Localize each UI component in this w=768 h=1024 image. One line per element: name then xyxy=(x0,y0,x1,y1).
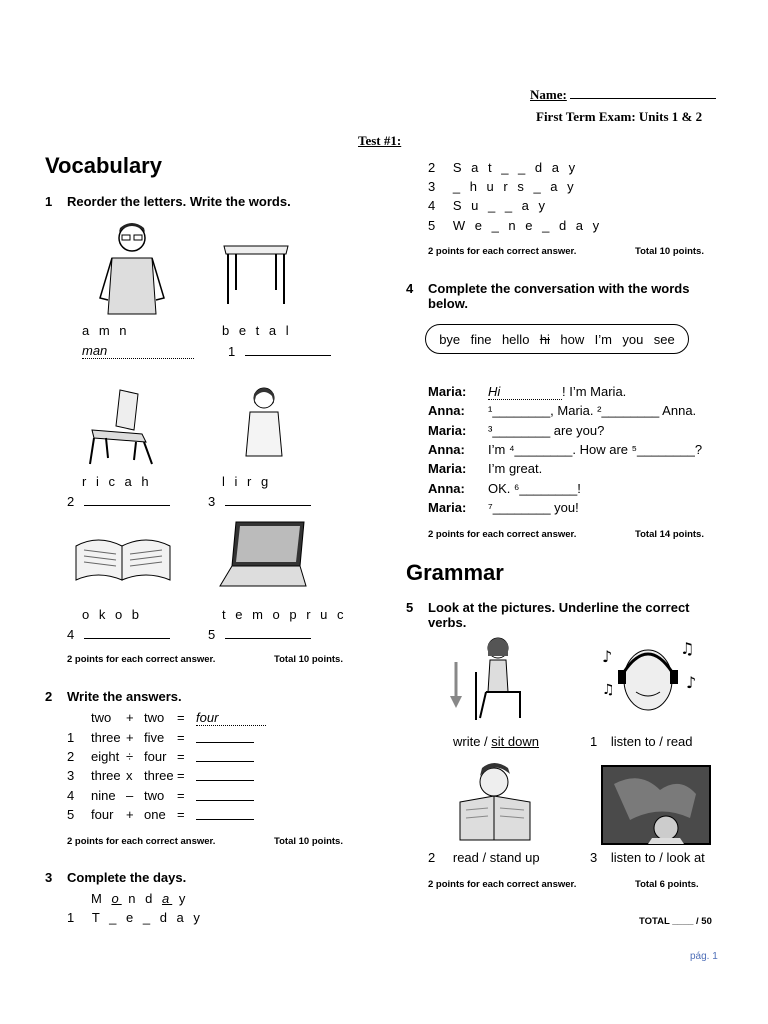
math-n: 3 xyxy=(67,768,75,783)
q1-number: 1 xyxy=(45,194,53,209)
verb-options[interactable]: read / stand up xyxy=(452,850,540,865)
name-label: Name: xyxy=(530,87,567,102)
q5-points: 2 points for each correct answer. xyxy=(428,879,577,890)
speaker: Anna: xyxy=(428,481,465,496)
q5-number: 5 xyxy=(406,600,414,615)
sit-down-image xyxy=(446,632,530,724)
math-eq: = xyxy=(177,788,185,803)
word-used: hi xyxy=(539,331,550,347)
math-n: 4 xyxy=(67,788,75,803)
math-op: + xyxy=(126,710,134,725)
look-at-image xyxy=(600,764,712,846)
item-number: 3 xyxy=(208,494,216,509)
scramble-3: l i r g xyxy=(222,474,272,489)
dialog-line[interactable] xyxy=(488,461,542,476)
math-answer-line[interactable] xyxy=(196,730,254,743)
speaker: Anna: xyxy=(428,403,465,418)
day-3[interactable] xyxy=(428,179,577,194)
listen-music-image xyxy=(596,632,700,720)
day-puzzle: W e _ n e _ d a y xyxy=(452,218,603,233)
verb-options[interactable]: listen to / look at xyxy=(610,850,705,865)
example-part: M xyxy=(91,891,112,906)
answer-line[interactable] xyxy=(245,343,331,356)
q2-instruction: Write the answers. xyxy=(67,689,182,704)
math-op: + xyxy=(126,807,134,822)
day-puzzle: S a t _ _ d a y xyxy=(452,160,579,175)
q5-instruction-1: Look at the pictures. Underline the correct xyxy=(428,600,690,615)
item-number: 2 xyxy=(67,494,75,509)
scramble-4: o k o b xyxy=(82,607,143,622)
math-a: four xyxy=(91,807,114,822)
math-answer-line[interactable] xyxy=(196,749,254,762)
q1-instruction: Reorder the letters. Write the words. xyxy=(67,194,291,209)
dialog-line[interactable] xyxy=(488,384,626,400)
verb-options[interactable]: listen to / read xyxy=(610,734,693,749)
name-field[interactable] xyxy=(530,86,716,103)
math-answer-line[interactable] xyxy=(196,768,254,781)
example-fill: a xyxy=(161,891,173,906)
day-puzzle: _ h u r s _ a y xyxy=(452,179,577,194)
q1-item-4[interactable] xyxy=(67,626,170,642)
dialog-answer-example: Hi xyxy=(488,384,562,400)
girl-image xyxy=(238,384,290,460)
math-n: 1 xyxy=(67,730,75,745)
word: I’m xyxy=(594,331,612,347)
math-op: x xyxy=(126,768,133,783)
svg-text:♫: ♫ xyxy=(680,639,695,658)
dialog-text: ⁷________ you! xyxy=(488,500,579,515)
day-example xyxy=(91,891,188,906)
verb-answer: sit down xyxy=(491,734,539,749)
q4-points: 2 points for each correct answer. xyxy=(428,529,577,540)
speaker: Maria: xyxy=(428,384,467,399)
book-image xyxy=(72,530,174,584)
math-eq: = xyxy=(177,730,185,745)
q5-instruction-2: verbs. xyxy=(428,615,467,630)
math-answer-example: four xyxy=(196,710,266,726)
math-eq: = xyxy=(177,710,185,725)
svg-text:♫: ♫ xyxy=(602,682,615,698)
q1-item-2[interactable] xyxy=(67,493,170,509)
q3-total: Total 10 points. xyxy=(635,246,704,257)
day-4[interactable] xyxy=(428,198,548,213)
dialog-text: ! I’m Maria. xyxy=(562,384,627,399)
answer-line[interactable] xyxy=(84,626,170,639)
man-image xyxy=(92,218,174,316)
svg-text:♪: ♪ xyxy=(686,673,697,692)
dialog-text: I’m great. xyxy=(488,461,543,476)
q1-total: Total 10 points. xyxy=(274,654,343,665)
q5-total: Total 6 points. xyxy=(635,879,699,890)
q3-points: 2 points for each correct answer. xyxy=(428,246,577,257)
speaker: Maria: xyxy=(428,423,467,438)
answer-line[interactable] xyxy=(225,493,311,506)
scramble-1: b e t a l xyxy=(222,323,292,338)
q5-item-3[interactable] xyxy=(590,850,705,865)
math-answer-line[interactable] xyxy=(196,788,254,801)
math-b: two xyxy=(144,788,165,803)
math-eq: = xyxy=(177,768,185,783)
math-a: two xyxy=(91,710,112,725)
dialog-line[interactable] xyxy=(488,423,604,438)
table-image xyxy=(220,240,292,306)
chair-image xyxy=(86,386,158,466)
example-fill: o xyxy=(111,891,122,906)
math-b: four xyxy=(144,749,167,764)
q4-number: 4 xyxy=(406,281,414,296)
answer-line[interactable] xyxy=(225,626,311,639)
word: you xyxy=(622,331,644,347)
scramble-2: r i c a h xyxy=(82,474,152,489)
q3-number: 3 xyxy=(45,870,53,885)
q3-instruction: Complete the days. xyxy=(67,870,187,885)
read-image xyxy=(452,762,538,842)
answer-line[interactable] xyxy=(84,493,170,506)
dialog-text: ¹________, Maria. ²________ Anna. xyxy=(488,403,697,418)
q5-item-2[interactable] xyxy=(428,850,540,865)
day-number: 3 xyxy=(428,179,436,194)
math-a: eight xyxy=(91,749,120,764)
item-number: 4 xyxy=(67,627,75,642)
speaker: Anna: xyxy=(428,442,465,457)
math-b: two xyxy=(144,710,165,725)
q5-example xyxy=(453,734,539,749)
exam-title: First Term Exam: Units 1 & 2 xyxy=(536,109,703,124)
dialog-line[interactable] xyxy=(488,403,696,418)
day-number: 5 xyxy=(428,218,436,233)
item-number: 5 xyxy=(208,627,216,642)
speaker: Maria: xyxy=(428,461,467,476)
word: hello xyxy=(501,331,530,347)
math-b: three xyxy=(144,768,174,783)
q1-points: 2 points for each correct answer. xyxy=(67,654,216,665)
item-number: 1 xyxy=(228,344,236,359)
word: how xyxy=(560,331,585,347)
day-number: 4 xyxy=(428,198,436,213)
q4-total: Total 14 points. xyxy=(635,529,704,540)
q2-number: 2 xyxy=(45,689,53,704)
page-number: pág. 1 xyxy=(690,951,718,962)
q2-points: 2 points for each correct answer. xyxy=(67,836,216,847)
math-n: 2 xyxy=(67,749,75,764)
day-2[interactable] xyxy=(428,160,578,175)
q1-item-1[interactable] xyxy=(228,343,331,359)
q1-item-5[interactable] xyxy=(208,626,311,642)
verb-option: write / xyxy=(453,734,492,749)
day-1[interactable] xyxy=(67,910,203,925)
grand-total: TOTAL ____ / 50 xyxy=(639,916,712,927)
math-b: five xyxy=(144,730,165,745)
computer-image xyxy=(216,518,310,594)
q4-instruction-1: Complete the conversation with the words xyxy=(428,281,690,296)
example-part: n d xyxy=(121,891,162,906)
dialog-line[interactable] xyxy=(488,442,702,457)
math-op: – xyxy=(126,788,134,803)
math-a: three xyxy=(91,730,121,745)
example-part: y xyxy=(172,891,189,906)
day-number: 2 xyxy=(428,160,436,175)
day-5[interactable] xyxy=(428,218,602,233)
item-number: 1 xyxy=(590,734,598,749)
dialog-line[interactable] xyxy=(488,500,579,515)
math-answer-line[interactable] xyxy=(196,807,254,820)
dialog-text: I’m ⁴________. How are ⁵________? xyxy=(488,442,703,457)
q1-item-3[interactable] xyxy=(208,493,311,509)
q4-instruction-2: below. xyxy=(428,296,468,311)
svg-text:♪: ♪ xyxy=(602,647,613,666)
vocabulary-heading: Vocabulary xyxy=(45,153,162,178)
math-b: one xyxy=(144,807,166,822)
word: see xyxy=(653,331,675,347)
item-number: 3 xyxy=(590,850,598,865)
day-puzzle: S u _ _ a y xyxy=(452,198,549,213)
q5-item-1[interactable] xyxy=(590,734,693,749)
dialog-line[interactable] xyxy=(488,481,581,496)
grammar-heading: Grammar xyxy=(406,560,504,585)
speaker: Maria: xyxy=(428,500,467,515)
dialog-text: OK. ⁶________! xyxy=(488,481,581,496)
math-eq: = xyxy=(177,807,185,822)
day-puzzle: T _ e _ d a y xyxy=(91,910,203,925)
math-a: three xyxy=(91,768,121,783)
answer-example: man xyxy=(82,343,194,359)
name-line[interactable] xyxy=(570,86,716,99)
word-bank xyxy=(425,324,689,354)
word: fine xyxy=(470,331,492,347)
dialog-text: ³________ are you? xyxy=(488,423,605,438)
math-op: ÷ xyxy=(126,749,134,764)
math-n: 5 xyxy=(67,807,75,822)
scramble-0: a m n xyxy=(82,323,130,338)
item-number: 2 xyxy=(428,850,436,865)
word: bye xyxy=(439,331,461,347)
test-label: Test #1: xyxy=(358,133,402,148)
math-op: + xyxy=(126,730,134,745)
math-a: nine xyxy=(91,788,116,803)
day-number: 1 xyxy=(67,910,75,925)
scramble-5: t e m o p r u c xyxy=(222,607,347,622)
q2-total: Total 10 points. xyxy=(274,836,343,847)
math-eq: = xyxy=(177,749,185,764)
